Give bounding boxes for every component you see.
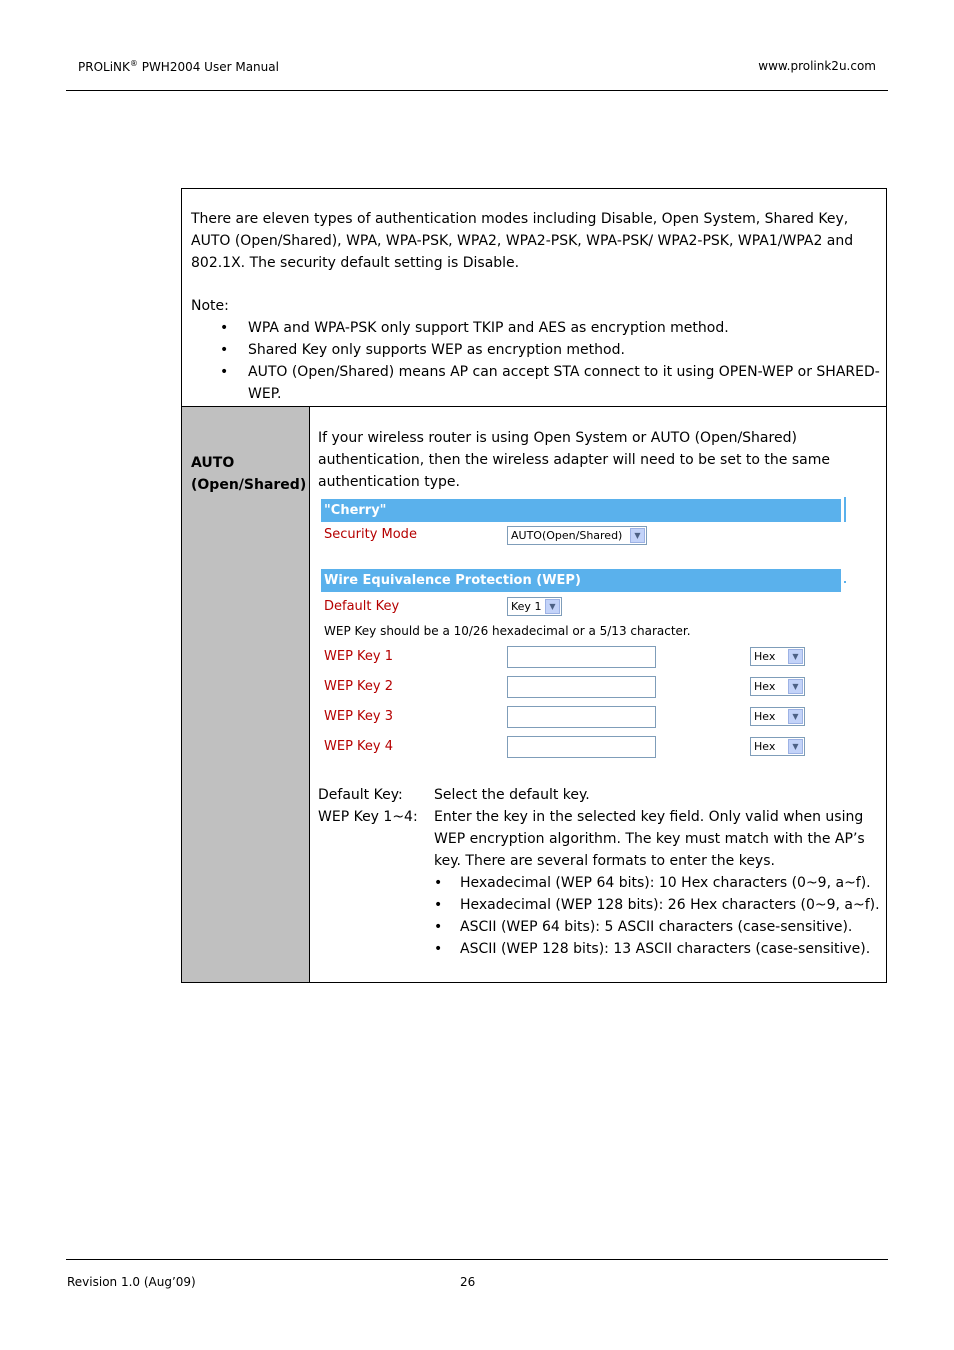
security-mode-select[interactable] (507, 526, 647, 545)
wep-section-bar: Wire Equivalence Protection (WEP) (321, 569, 841, 592)
wep-key-4-format-select[interactable] (750, 737, 805, 756)
wep-key-1-format-select[interactable] (750, 647, 805, 666)
wep-key-3-format-select[interactable] (750, 707, 805, 726)
default-key-label: Default Key (324, 599, 400, 614)
chevron-down-icon: ▼ (630, 528, 645, 543)
key-format-item: • ASCII (WEP 128 bits): 13 ASCII characters (case-sensitive). (434, 938, 880, 960)
intro-text: There are eleven types of authentication modes including Disable, Open System, Shared Key, AUTO (Open/Shared), WPA, WPA-PSK, WPA2, WPA2-PSK, WPA-PSK/ WPA2-PSK, WPA1/WPA2 and 802.1X. The security default setting is Disable. (191, 211, 854, 271)
wep-key-term: WEP Key 1~4: (318, 809, 418, 825)
registered-mark: ® (129, 59, 138, 68)
revision-text: Revision 1.0 (Aug’09) (67, 1275, 196, 1289)
key-format-item: • Hexadecimal (WEP 128 bits): 26 Hex characters (0~9, a~f). (434, 894, 880, 916)
wep-key-3-label: WEP Key 3 (324, 709, 394, 724)
default-key-select[interactable] (507, 597, 562, 616)
wep-key-2-input[interactable] (507, 676, 656, 698)
bar-edge (844, 581, 846, 583)
key-format-item: • ASCII (WEP 64 bits): 5 ASCII characters (case-sensitive). (434, 916, 880, 938)
default-key-desc: Select the default key. (434, 787, 590, 803)
security-mode-label: Security Mode (324, 527, 417, 542)
wep-key-2-label: WEP Key 2 (324, 679, 394, 694)
note-item: • AUTO (Open/Shared) means AP can accept STA connect to it using OPEN-WEP or SHARED-WEP. (191, 361, 886, 405)
wep-key-1-input[interactable] (507, 646, 656, 668)
wep-key-3-format: Hex (754, 710, 776, 723)
wep-key-note: WEP Key should be a 10/26 hexadecimal or a 5/13 character. (324, 624, 691, 638)
chevron-down-icon: ▼ (545, 599, 560, 614)
security-mode-value: AUTO(Open/Shared) (511, 529, 623, 542)
chevron-down-icon: ▼ (788, 739, 803, 754)
note-item: • Shared Key only supports WEP as encryption method. (191, 339, 886, 361)
mode-label-line2: (Open/Shared) (191, 477, 307, 493)
mode-description: If your wireless router is using Open System or AUTO (Open/Shared) authentication, then the wireless adapter will need to be set to the same authentication type. (318, 430, 830, 490)
chevron-down-icon: ▼ (788, 649, 803, 664)
note-item: • WPA and WPA-PSK only support TKIP and AES as encryption method. (191, 317, 886, 339)
default-key-term: Default Key: (318, 787, 403, 803)
header-title (78, 59, 279, 74)
wep-key-3-input[interactable] (507, 706, 656, 728)
wep-key-desc: Enter the key in the selected key field. Only valid when using WEP encryption algorithm. The key must match with the AP’s key. There are several formats to enter the keys. (434, 809, 865, 869)
wep-key-4-label: WEP Key 4 (324, 739, 394, 754)
mode-label-line1: AUTO (191, 455, 235, 471)
header-url: www.prolink2u.com (758, 59, 876, 73)
wep-key-2-format: Hex (754, 680, 776, 693)
mode-label (191, 452, 309, 496)
content-table (181, 188, 887, 983)
note-list (191, 317, 886, 405)
chevron-down-icon: ▼ (788, 679, 803, 694)
footer-divider (66, 1259, 888, 1260)
wep-key-2-format-select[interactable] (750, 677, 805, 696)
page-number: 26 (460, 1275, 476, 1289)
default-key-value: Key 1 (511, 600, 542, 613)
profile-name-bar: "Cherry" (321, 499, 841, 522)
wep-key-4-input[interactable] (507, 736, 656, 758)
note-label: Note: (191, 298, 229, 314)
wep-key-1-label: WEP Key 1 (324, 649, 394, 664)
chevron-down-icon: ▼ (788, 709, 803, 724)
header-divider (66, 90, 888, 91)
manual-title: PWH2004 User Manual (137, 60, 279, 74)
wep-key-4-format: Hex (754, 740, 776, 753)
bar-edge (844, 497, 846, 522)
brand-name: PROLiNK (78, 60, 130, 74)
wep-key-1-format: Hex (754, 650, 776, 663)
key-format-item: • Hexadecimal (WEP 64 bits): 10 Hex characters (0~9, a~f). (434, 872, 880, 894)
key-format-list (434, 872, 880, 960)
